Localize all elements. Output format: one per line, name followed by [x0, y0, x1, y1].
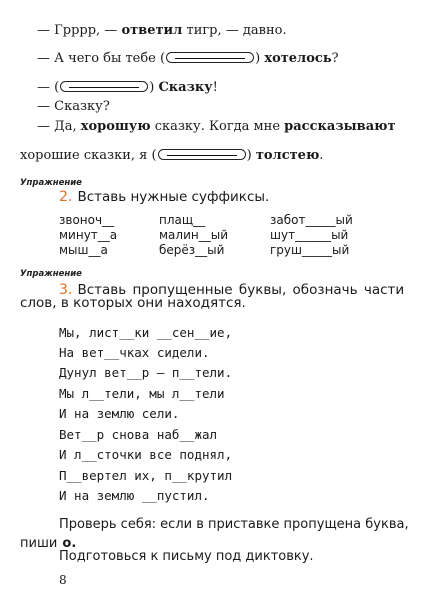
exercise-title-continued: слов, в которых они находятся.	[20, 295, 246, 311]
text: — А чего бы тебе (	[37, 51, 166, 66]
word-stem: шут	[270, 228, 296, 242]
word-ending: а	[100, 243, 108, 257]
word-stem: груш	[270, 243, 303, 257]
dash: —	[37, 23, 50, 38]
text: !	[212, 80, 218, 95]
text: ?	[331, 51, 339, 66]
text: Грррр, —	[54, 23, 118, 38]
dialogue-line-1	[37, 24, 287, 37]
poem-line[interactable]: И на землю __пустил.	[59, 488, 210, 503]
check-yourself-line-2	[20, 534, 76, 550]
suffix-item[interactable]: малин__ый	[159, 228, 229, 242]
poem-line[interactable]: И на землю сели.	[59, 406, 180, 421]
word-stem: мыш	[59, 243, 89, 257]
poem-line[interactable]: И л__сточки все поднял,	[59, 447, 233, 462]
suffix-item[interactable]: шут______ый	[270, 228, 349, 242]
dialogue-line-5	[37, 120, 396, 133]
bold-letter: о.	[62, 536, 77, 551]
exercise-label: Упражнение	[20, 269, 82, 279]
bold-word: толстею	[255, 148, 320, 163]
answer-blank[interactable]	[166, 52, 254, 63]
bold-word: Сказку	[158, 80, 213, 95]
answer-blank[interactable]	[60, 81, 148, 92]
text: .	[319, 148, 324, 163]
text: тигр, — давно.	[186, 23, 287, 38]
suffix-item[interactable]: берёз__ый	[159, 243, 225, 257]
dialogue-line-2	[37, 52, 339, 65]
exercise-2-heading	[59, 188, 269, 205]
text: )	[246, 148, 252, 163]
word-stem: плащ	[159, 213, 194, 227]
text: — (	[37, 80, 60, 95]
suffix-item[interactable]: звоноч__	[59, 213, 115, 227]
word-stem: забот	[270, 213, 306, 227]
text: — Да,	[37, 119, 77, 134]
check-yourself-line-1: Проверь себя: если в приставке пропущена буква,	[59, 517, 409, 532]
dialogue-line-3	[37, 81, 218, 94]
page-number: 8	[59, 573, 67, 587]
poem-line[interactable]: П__вертел их, п__крутил	[59, 468, 233, 483]
bold-word: рассказывают	[284, 119, 396, 134]
suffix-item[interactable]: груш_____ый	[270, 243, 350, 257]
word-ending: ый	[331, 228, 349, 242]
exercise-title: Вставь пропущенные буквы, обозначь части	[77, 282, 405, 298]
suffix-item[interactable]: минут__а	[59, 228, 118, 242]
exercise-number: 3.	[59, 282, 73, 298]
bold-word: хорошую	[80, 119, 151, 134]
suffix-item[interactable]: плащ__	[159, 213, 206, 227]
prepare-dictation: Подготовься к письму под диктовку.	[59, 549, 314, 564]
text: сказку. Когда мне	[154, 119, 281, 134]
bold-word: хотелось	[264, 51, 332, 66]
exercise-title: Вставь нужные суффиксы.	[77, 189, 270, 205]
dialogue-line-6	[20, 149, 323, 162]
suffix-item[interactable]: забот_____ый	[270, 213, 353, 227]
bold-word: ответил	[121, 23, 183, 38]
word-stem: минут	[59, 228, 98, 242]
poem-line[interactable]: На вет__чках сидели.	[59, 345, 210, 360]
poem-line[interactable]: Мы, лист__ки __сен__ие,	[59, 325, 233, 340]
suffix-item[interactable]: мыш__а	[59, 243, 108, 257]
poem-line[interactable]: Мы л__тели, мы л__тели	[59, 386, 225, 401]
text: пиши	[20, 536, 58, 551]
word-stem: звоноч	[59, 213, 103, 227]
word-ending: ый	[335, 213, 353, 227]
text: )	[255, 51, 261, 66]
text: хорошие сказки, я (	[20, 148, 157, 163]
word-ending: ый	[207, 243, 225, 257]
word-ending: ый	[332, 243, 350, 257]
word-ending: ый	[210, 228, 229, 242]
text: — Сказку?	[37, 99, 110, 114]
poem-line[interactable]: Дунул вет__р — п__тели.	[59, 365, 233, 380]
dialogue-line-4	[37, 100, 110, 113]
exercise-number: 2.	[59, 189, 73, 205]
text: )	[149, 80, 155, 95]
answer-blank[interactable]	[158, 149, 246, 160]
word-ending: а	[109, 228, 118, 242]
poem-line[interactable]: Вет__р снова наб__жал	[59, 427, 218, 442]
word-stem: малин	[159, 228, 199, 242]
word-stem: берёз	[159, 243, 196, 257]
exercise-label: Упражнение	[20, 178, 82, 188]
